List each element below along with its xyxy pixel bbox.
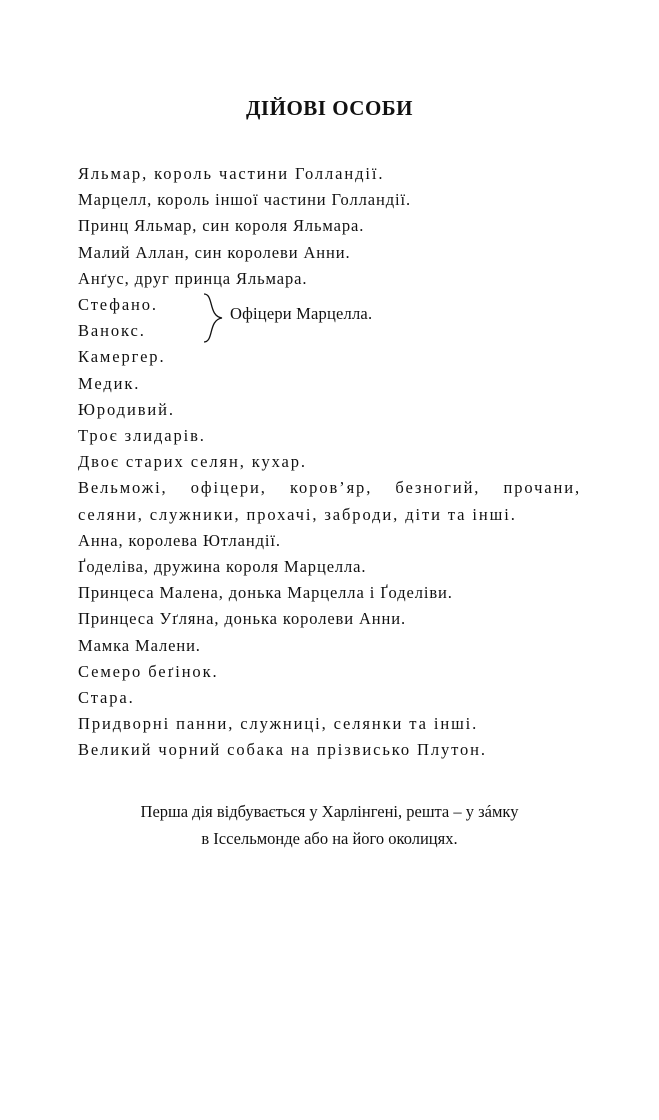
officers-label: Офіцери Марцелла.: [230, 304, 373, 324]
cast-line: Семеро беґінок.: [78, 661, 219, 681]
cast-line: Принцеса Уґляна, донька королеви Анни.: [78, 609, 407, 629]
cast-line: Стефано.: [78, 295, 158, 315]
cast-paragraph-nobles: Вельможі, офіцери, коров’яр, безногий, прочани, селяни, служники, прохачі, заброди, діти та інші.: [78, 478, 588, 524]
page-title: ДІЙОВІ ОСОБИ: [245, 96, 414, 120]
cast-line: Камергер.: [78, 347, 166, 367]
cast-line: Малий Аллан, син королеви Анни.: [78, 242, 351, 262]
cast-line: Двоє старих селян, кухар.: [78, 452, 307, 472]
cast-line: Яльмар, король частини Голландії.: [78, 164, 385, 183]
cast-line: Троє злидарів.: [78, 426, 206, 446]
setting-note-line-2: в Іссельмонде або на його околицях.: [201, 828, 458, 848]
cast-line: Ванокс.: [78, 321, 146, 341]
document-page: [0, 96, 659, 1120]
cast-line: Марцелл, король іншої частини Голландії.: [78, 190, 411, 210]
cast-line: Анґус, друг принца Яльмара.: [78, 268, 308, 288]
cast-line: Медик.: [78, 373, 141, 393]
officers-group: [78, 292, 581, 344]
cast-paragraph-dog: Великий чорний собака на прізвисько Плутон.: [78, 740, 487, 760]
cast-list: [78, 161, 588, 764]
cast-line: Юродивий.: [78, 399, 175, 419]
setting-note-line-1: Перша дія відбувається у Харлінгені, решта – у зáмку: [140, 801, 519, 821]
cast-line: Принц Яльмар, син короля Яльмара.: [78, 216, 365, 236]
cast-line: Принцеса Малена, донька Марцелла і Ґоделіви.: [78, 583, 453, 603]
cast-line: Ґоделіва, дружина короля Марцелла.: [78, 557, 367, 577]
setting-note: [78, 798, 581, 852]
cast-paragraph-ladies: Придворні панни, служниці, селянки та інші.: [78, 714, 479, 734]
cast-line: Мамка Малени.: [78, 635, 201, 655]
cast-line: Стара.: [78, 688, 135, 708]
cast-line: Анна, королева Ютландії.: [78, 530, 281, 550]
